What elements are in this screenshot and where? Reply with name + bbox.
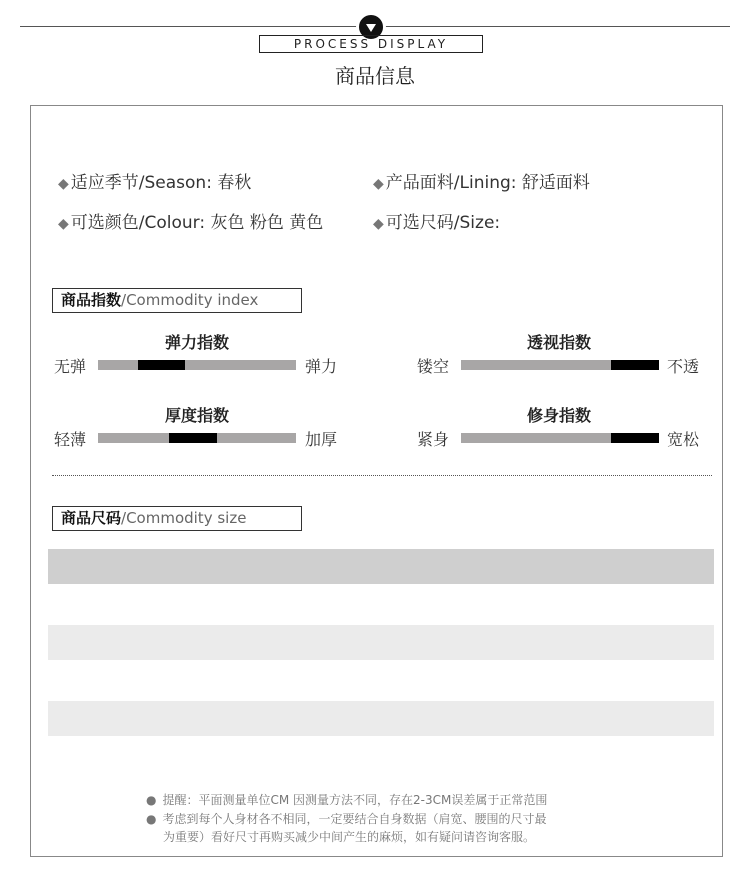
info-colour (58, 208, 323, 233)
size-table-row (48, 625, 714, 660)
commodity-index-header (52, 288, 302, 313)
index-right-transparency: 不透 (667, 357, 700, 376)
transparency-bar (461, 360, 659, 370)
commodity-size-header (52, 506, 302, 531)
index-left-elasticity: 无弹 (54, 357, 87, 376)
lining-text: 产品面料/Lining: 舒适面料 (385, 173, 590, 193)
index-title-en: /Commodity index (121, 291, 259, 309)
index-right-thickness: 加厚 (305, 430, 338, 449)
index-left-fit: 紧身 (417, 430, 450, 449)
chevron-down-icon (366, 24, 376, 32)
index-title-fit: 修身指数 (526, 406, 591, 425)
size-table-header-row (48, 549, 714, 584)
bullet-icon: ● (146, 793, 157, 807)
process-display-tag: PROCESS DISPLAY (259, 35, 483, 53)
page-subtitle: 商品信息 (335, 64, 415, 88)
thickness-bar (98, 433, 296, 443)
index-title-elasticity: 弹力指数 (164, 333, 229, 352)
index-title-cn: 商品指数 (61, 291, 122, 309)
diamond-icon: ◆ (58, 176, 69, 192)
size-text: 可选尺码/Size: (385, 213, 501, 233)
bullet-icon: ● (146, 812, 157, 826)
index-right-fit: 宽松 (667, 430, 700, 449)
index-title-thickness: 厚度指数 (164, 406, 229, 425)
size-table-row (48, 701, 714, 736)
info-season (58, 168, 251, 193)
colour-text: 可选颜色/Colour: 灰色 粉色 黄色 (70, 213, 324, 233)
diamond-icon: ◆ (373, 176, 384, 192)
index-left-thickness: 轻薄 (54, 430, 87, 449)
index-left-transparency: 镂空 (417, 357, 450, 376)
dotted-divider (52, 475, 712, 476)
note-line-2 (146, 810, 547, 827)
index-title-transparency: 透视指数 (526, 333, 591, 352)
info-lining (373, 168, 590, 193)
thickness-bar-fill (169, 433, 217, 443)
size-title-en: /Commodity size (121, 509, 247, 527)
season-text: 适应季节/Season: 春秋 (70, 173, 252, 193)
note-text-2: 考虑到每个人身材各不相同，一定要结合自身数据（肩宽、腰围的尺寸最 (162, 812, 547, 826)
size-title-cn: 商品尺码 (61, 509, 122, 527)
diamond-icon: ◆ (58, 216, 69, 232)
fit-bar-fill (611, 433, 659, 443)
transparency-bar-fill (611, 360, 659, 370)
note-line-3: 为重要）看好尺寸再购买减少中间产生的麻烦，如有疑问请咨询客服。 (163, 830, 536, 844)
note-text-1: 提醒：平面测量单位CM 因测量方法不同，存在2-3CM误差属于正常范围 (162, 793, 548, 807)
elasticity-bar-fill (138, 360, 186, 370)
index-right-elasticity: 弹力 (305, 357, 338, 376)
fit-bar (461, 433, 659, 443)
diamond-icon: ◆ (373, 216, 384, 232)
elasticity-bar (98, 360, 296, 370)
note-line-1 (146, 791, 547, 808)
info-size (373, 208, 500, 233)
